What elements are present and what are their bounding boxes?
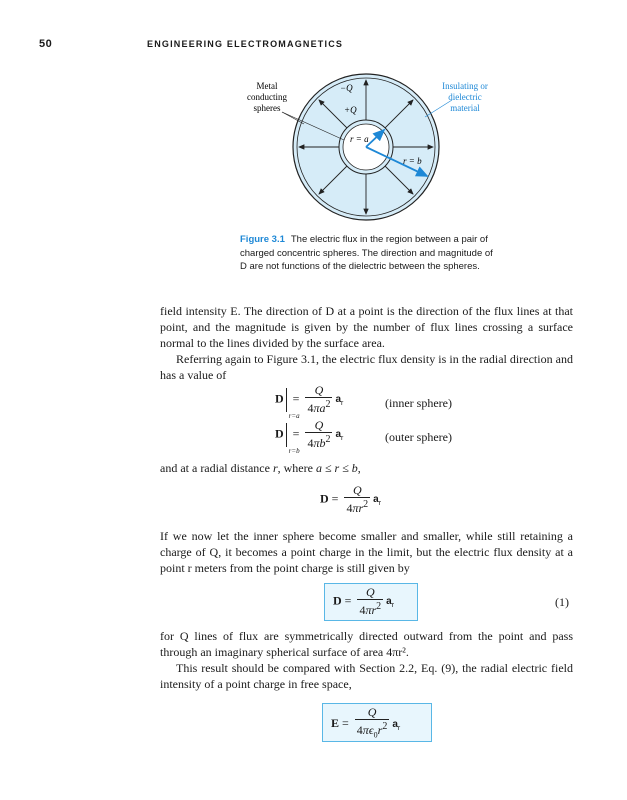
insulating-label-2: dielectric	[448, 92, 482, 102]
equation-outer: D r=b = $\frac{Q}{4\pi b^2}$ $a_r$	[275, 418, 344, 455]
page-number: 50	[39, 38, 53, 50]
concentric-spheres-figure	[220, 72, 520, 222]
insulating-label-3: material	[450, 103, 480, 113]
paragraph-flux-lines: for Q lines of flux are symmetrically directed outward from the point and pass through an imaginary spherical surface of area 4πr².	[160, 629, 573, 660]
equation-radial: D = $\frac{Q}{4\pi r^2}$ $a_r$	[320, 483, 382, 515]
equation-number: (1)	[555, 595, 569, 609]
paragraph-radial-distance: and at a radial distance r, where a ≤ r ≤ b,	[160, 461, 361, 475]
metal-label-2: conducting	[247, 92, 287, 102]
figure-caption	[240, 233, 500, 274]
r-b-label: r = b	[403, 156, 422, 166]
metal-label-1: Metal	[256, 81, 278, 91]
metal-label-3: spheres	[253, 103, 281, 113]
running-header: ENGINEERING ELECTROMAGNETICS	[147, 39, 344, 49]
paragraph-compare: This result should be compared with Section 2.2, Eq. (9), the radial electric field intensity of a point charge in free space,	[160, 661, 573, 692]
equation-e-field: E = $\frac{Q}{4\pi\epsilon_0r^2}$ $a_r$	[331, 706, 400, 742]
figure-number: Figure 3.1	[240, 234, 285, 245]
r-a-label: r = a	[350, 134, 369, 144]
equation-inner-label: (inner sphere)	[385, 396, 452, 410]
equation-outer-label: (outer sphere)	[385, 430, 452, 444]
figure-caption-text: The electric flux in the region between a pair of charged concentric spheres. The direction and magnitude of D are not functions of the dielectric between the spheres.	[240, 234, 493, 272]
paragraph-referring: Referring again to Figure 3.1, the electric flux density is in the radial direction and has a value of	[160, 352, 573, 383]
pos-q-label: +Q	[344, 105, 357, 115]
equation-1: D = $\frac{Q}{4\pi r^2}$ $a_r$	[333, 585, 395, 617]
equation-inner: D r=a = $\frac{Q}{4\pi a^2}$ $a_r$	[275, 383, 344, 420]
insulating-label-1: Insulating or	[442, 81, 488, 91]
neg-q-label: −Q	[340, 83, 353, 93]
paragraph-flux-density: field intensity E. The direction of D at a point is the direction of the flux lines at that point, and the magnitude is given by the number of flux lines crossing a surface normal to the lines divided by the surface area.	[160, 304, 573, 351]
paragraph-point-charge: If we now let the inner sphere become smaller and smaller, while still retaining a charge of Q, it becomes a point charge in the limit, but the electric flux density at a point r meters from the point charge is still given by	[160, 529, 573, 576]
